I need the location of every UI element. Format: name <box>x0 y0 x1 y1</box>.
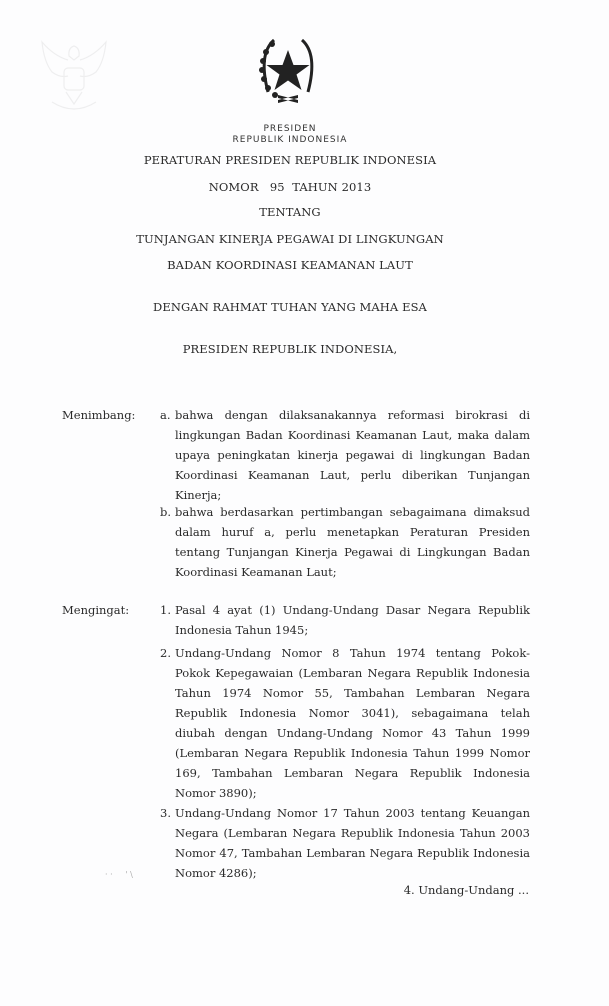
text-line: tentang Tunjangan Kinerja Pegawai di Lingkungan Badan <box>175 545 530 559</box>
text-line: Nomor 47, Tambahan Lembaran Negara Republik Indonesia <box>175 846 530 860</box>
issuer: PRESIDEN REPUBLIK INDONESIA, <box>182 342 398 356</box>
text-line: Negara (Lembaran Negara Republik Indonesia Tahun 2003 <box>175 826 530 840</box>
section-label: Mengingat: <box>62 603 130 617</box>
subject-line-1: TUNJANGAN KINERJA PEGAWAI DI LINGKUNGAN <box>136 232 444 246</box>
regulation-title: PERATURAN PRESIDEN REPUBLIK INDONESIA <box>143 153 437 167</box>
text-line: upaya peningkatan kinerja pegawai di lingkungan Badan <box>175 448 530 462</box>
text-line: Nomor 4286); <box>175 866 257 880</box>
scan-artifact: · · ' \ <box>105 870 133 879</box>
presidential-seal-icon <box>248 34 328 106</box>
text-line: Tahun 1974 Nomor 55, Tambahan Lembaran Negara <box>175 686 530 700</box>
text-line: Koordinasi Keamanan Laut, perlu diberikan Tunjangan <box>175 468 530 482</box>
list-marker: 3. <box>160 806 171 820</box>
list-item <box>160 803 530 883</box>
list-marker: a. <box>160 408 171 422</box>
continuation-text: 4. Undang-Undang ... <box>403 883 529 897</box>
text-line: (Lembaran Negara Republik Indonesia Tahun 1999 Nomor <box>175 746 530 760</box>
text-line: Pasal 4 ayat (1) Undang-Undang Dasar Negara Republik <box>175 603 530 617</box>
text-line: 169, Tambahan Lembaran Negara Republik Indonesia <box>175 766 530 780</box>
list-item <box>160 600 530 640</box>
letterhead-line-2: REPUBLIK INDONESIA <box>232 135 348 145</box>
text-line: lingkungan Badan Koordinasi Keamanan Laut, maka dalam <box>175 428 530 442</box>
list-marker: b. <box>160 505 172 519</box>
text-line: dalam huruf a, perlu menetapkan Peraturan Presiden <box>175 525 530 539</box>
subject-line-2: BADAN KOORDINASI KEAMANAN LAUT <box>167 258 413 272</box>
text-line: Undang-Undang Nomor 8 Tahun 1974 tentang Pokok- <box>175 646 530 660</box>
text-line: Pokok Kepegawaian (Lembaran Negara Republik Indonesia <box>175 666 530 680</box>
text-line: Indonesia Tahun 1945; <box>175 623 309 637</box>
list-item <box>160 502 530 582</box>
list-item <box>160 643 530 803</box>
letterhead-line-1: PRESIDEN <box>263 124 317 134</box>
text-line: bahwa dengan dilaksanakannya reformasi birokrasi di <box>175 408 530 422</box>
text-line: Undang-Undang Nomor 17 Tahun 2003 tentang Keuangan <box>175 806 530 820</box>
text-line: Kinerja; <box>175 488 222 502</box>
text-line: Republik Indonesia Nomor 3041), sebagaimana telah <box>175 706 530 720</box>
section-label: Menimbang: <box>62 408 136 422</box>
garuda-watermark-icon <box>38 36 110 120</box>
text-line: Koordinasi Keamanan Laut; <box>175 565 337 579</box>
regulation-number: NOMOR 95 TAHUN 2013 <box>208 180 372 194</box>
text-line: diubah dengan Undang-Undang Nomor 43 Tahun 1999 <box>175 726 530 740</box>
text-line: bahwa berdasarkan pertimbangan sebagaimana dimaksud <box>175 505 530 519</box>
invocation: DENGAN RAHMAT TUHAN YANG MAHA ESA <box>153 300 427 314</box>
about-heading: TENTANG <box>259 205 321 219</box>
text-line: Nomor 3890); <box>175 786 257 800</box>
list-item <box>160 405 530 505</box>
list-marker: 1. <box>160 603 171 617</box>
list-marker: 2. <box>160 646 171 660</box>
